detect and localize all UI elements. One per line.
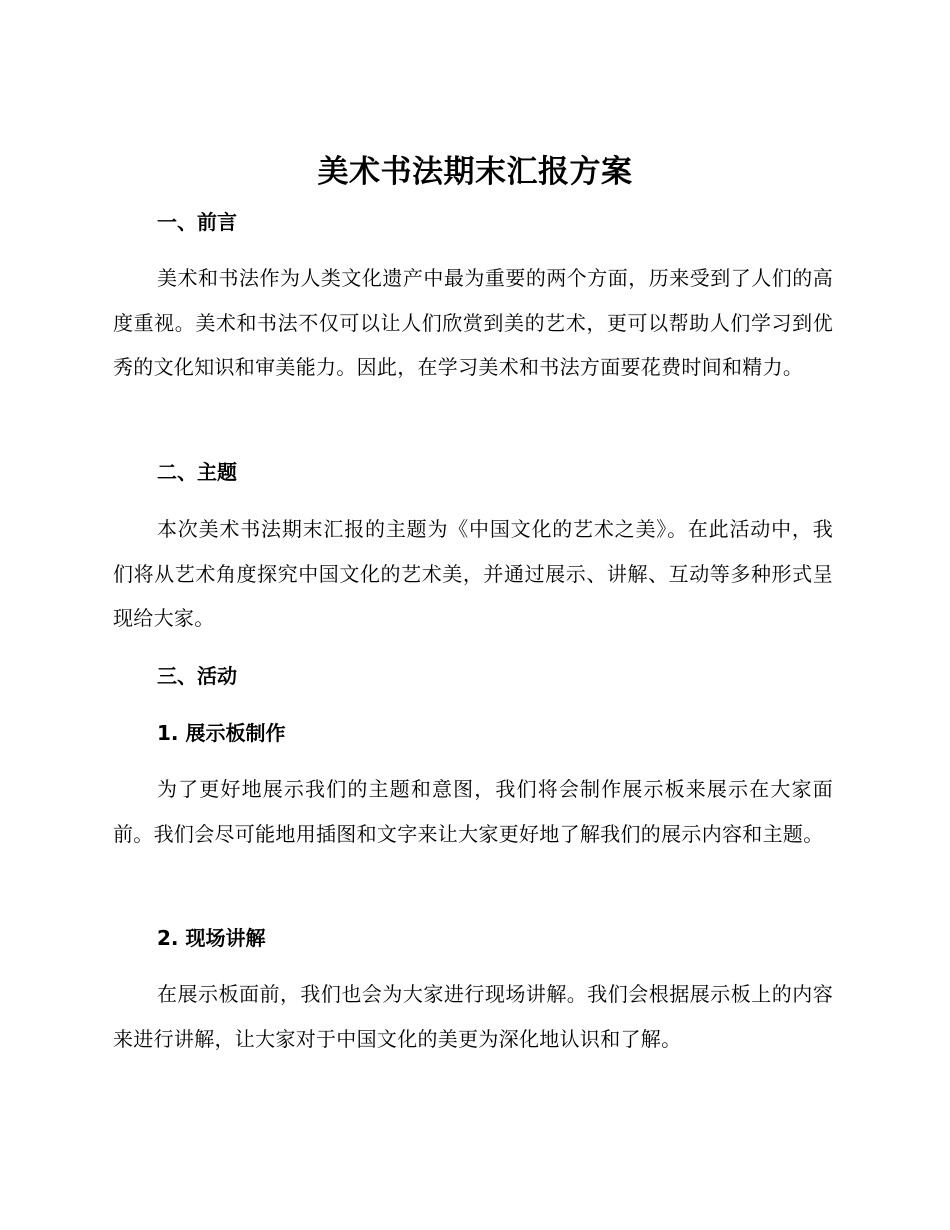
subsection-paragraph-onsite-explanation: 在展示板面前，我们也会为大家进行现场讲解。我们会根据展示板上的内容来进行讲解，让大家对于中国文化的美更为深化地认识和了解。: [113, 982, 833, 1051]
section-heading-activities: 三、活动: [157, 664, 237, 688]
section-heading-preface: 一、前言: [157, 210, 237, 234]
section-paragraph-theme: 本次美术书法期末汇报的主题为《中国文化的艺术之美》。在此活动中，我们将从艺术角度探究中国文化的艺术美，并通过展示、讲解、互动等多种形式呈现给大家。: [113, 517, 833, 630]
subsection-paragraph-display-board: 为了更好地展示我们的主题和意图，我们将会制作展示板来展示在大家面前。我们会尽可能地用插图和文字来让大家更好地了解我们的展示内容和主题。: [113, 777, 833, 846]
section-heading-theme: 二、主题: [157, 460, 237, 484]
subsection-heading-onsite-explanation: 2. 现场讲解: [157, 926, 266, 950]
document-title: 美术书法期末汇报方案: [317, 154, 633, 190]
section-paragraph-preface: 美术和书法作为人类文化遗产中最为重要的两个方面，历来受到了人们的高度重视。美术和书法不仅可以让人们欣赏到美的艺术，更可以帮助人们学习到优秀的文化知识和审美能力。因此，在学习美术和书法方面要花费时间和精力。: [113, 266, 833, 379]
subsection-heading-display-board: 1. 展示板制作: [157, 721, 286, 745]
